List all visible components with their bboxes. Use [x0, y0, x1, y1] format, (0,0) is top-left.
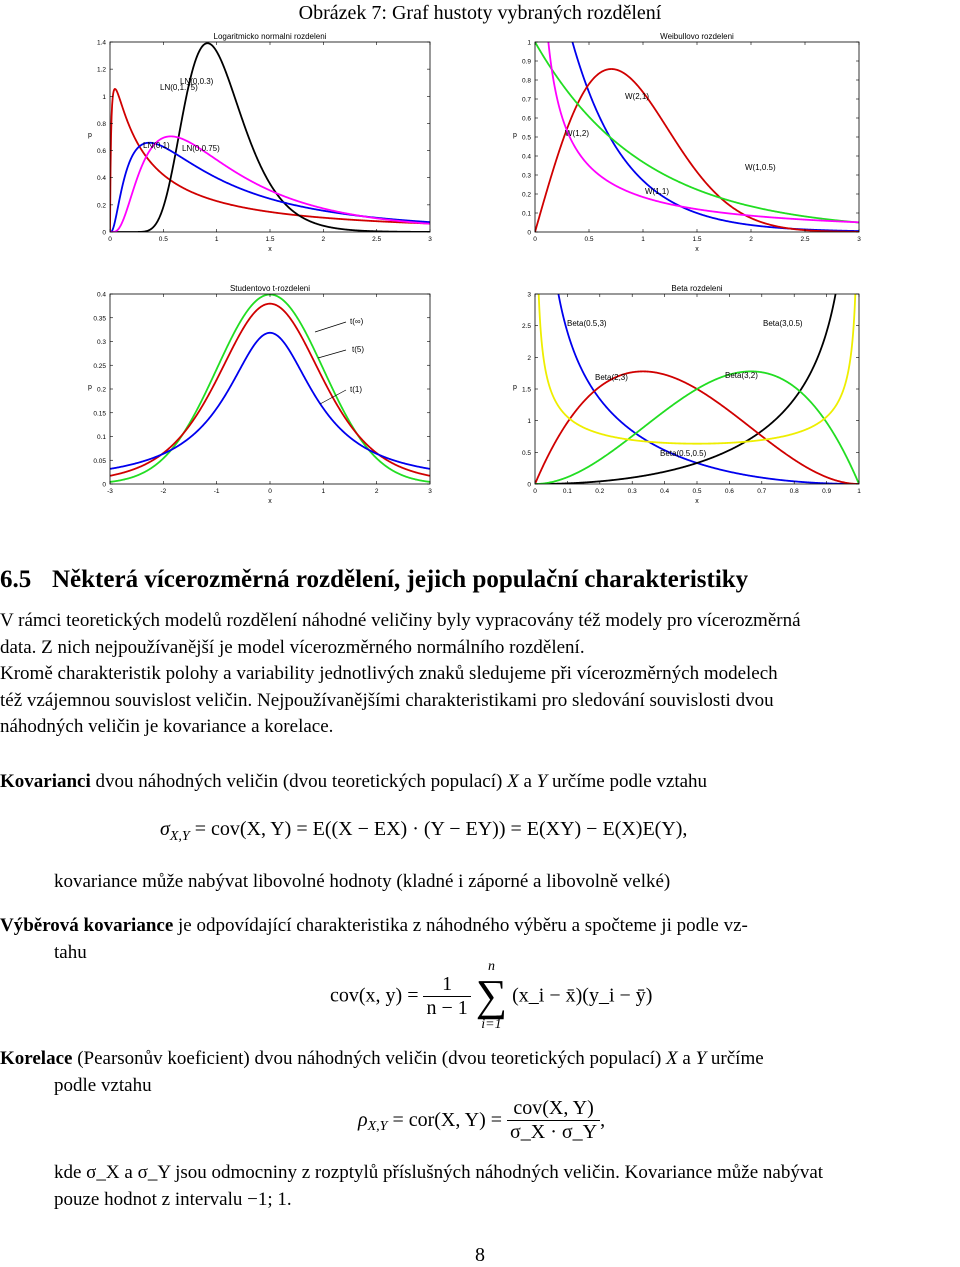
y-tick-label: 0.2: [96, 202, 106, 210]
sample-covariance-text: je odpovídající charakteristika z náhodného výběru a spočteme ji podle vz-: [178, 915, 748, 936]
x-tick-label: 0.2: [595, 488, 605, 495]
y-tick-label: 0.15: [93, 410, 106, 418]
intro-line: data. Z nich nejpoužívanější je model vícerozměrného normálního rozdělení.: [0, 636, 585, 658]
x-tick-label: 0: [268, 488, 272, 495]
covariance-note: kovariance může nabývat libovolné hodnoty (kladné i záporné a libovolně velké): [54, 871, 671, 892]
x-tick-label: 2: [321, 236, 326, 243]
series-label: t(1): [350, 385, 362, 394]
x-tick-label: 0.6: [724, 488, 734, 495]
y-tick-label: 0.3: [96, 339, 106, 346]
y-tick-label: 0.8: [96, 120, 106, 128]
intro-line: též vzájemnou souvislost veličin. Nejpoužívanějšími charakteristikami pro sledování souvislosti dvou: [0, 689, 774, 711]
x-tick-label: 3: [857, 236, 861, 243]
x-tick-label: -3: [107, 488, 113, 495]
y-axis-label: p: [513, 384, 517, 391]
beta-svg: [505, 282, 863, 524]
y-tick-label: 0.35: [93, 315, 106, 323]
x-tick-label: 0.1: [562, 488, 572, 495]
fraction-numerator: 1: [423, 973, 470, 997]
label-arrow: [315, 322, 346, 332]
y-axis-label: p: [88, 132, 92, 139]
x-tick-label: 1.5: [692, 236, 702, 243]
x-axis-label: x: [268, 246, 272, 253]
y-tick-label: 0.9: [521, 58, 531, 66]
y-tick-label: 0: [102, 481, 106, 489]
sample-covariance-text-cont: tahu: [54, 941, 87, 963]
fraction-denominator: n − 1: [426, 996, 468, 1019]
fraction-denominator: σ_X · σ_Y: [510, 1121, 598, 1143]
summation: [476, 960, 507, 1032]
series-label: W(1,2): [565, 129, 589, 138]
x-tick-label: 0.8: [789, 488, 799, 495]
y-tick-label: 0.1: [96, 434, 106, 441]
correlation-tail: určíme: [710, 1048, 764, 1069]
section-heading: [0, 566, 748, 594]
y-tick-label: 0.4: [521, 153, 531, 161]
sum-symbol: ∑: [475, 971, 508, 1020]
intro-line: Kromě charakteristik polohy a variability jednotlivých znaků sledujeme při vícerozměrných modelech: [0, 663, 778, 684]
y-tick-label: 0: [527, 481, 531, 489]
y-tick-label: 0.2: [521, 191, 531, 199]
chart-title: Beta rozdeleni: [671, 284, 723, 293]
y-tick-label: 1: [102, 93, 106, 101]
x-tick-label: 1.5: [265, 236, 275, 243]
correlation-note: [54, 1160, 960, 1213]
intro-paragraph: [0, 608, 960, 741]
x-tick-label: 0.5: [692, 488, 702, 495]
series-label: W(1,0.5): [745, 163, 776, 172]
chart-title: Weibullovo rozdeleni: [660, 32, 734, 41]
var-y: Y: [536, 771, 548, 792]
sample-covariance-term: Výběrová kovariance: [0, 915, 174, 936]
y-tick-label: 0.25: [93, 362, 106, 370]
var-x: X: [666, 1048, 678, 1069]
student-t-svg: [82, 282, 434, 524]
covariance-text: dvou náhodných veličin (dvou teoretických populací): [95, 771, 503, 792]
chart-title: Studentovo t-rozdeleni: [229, 284, 311, 293]
y-tick-label: 0.1: [521, 210, 531, 218]
y-tick-label: 3: [527, 291, 531, 299]
intro-line: V rámci teoretických modelů rozdělení náhodné veličiny byly vypracovány též modely pro vícerozměrná: [0, 610, 801, 631]
y-tick-label: 0.4: [96, 175, 106, 183]
lognormal-svg: [82, 30, 434, 272]
chart-title: Logaritmicko normalni rozdeleni: [213, 32, 327, 41]
y-tick-label: 0.8: [521, 77, 531, 85]
x-tick-label: -2: [160, 488, 167, 495]
sample-covariance-definition: [0, 913, 960, 966]
x-tick-label: 0: [108, 236, 112, 243]
sample-cov-rhs: (x_i − x̄)(y_i − ȳ): [512, 984, 653, 1007]
series-line: [535, 69, 859, 232]
rho-subscript: X,Y: [367, 1119, 388, 1135]
series-label: Beta(0.5,0.5): [660, 449, 707, 458]
x-tick-label: 2: [374, 488, 379, 495]
covariance-term: Kovarianci: [0, 771, 91, 792]
page-number: 8: [475, 1244, 485, 1266]
x-tick-label: 0: [533, 488, 537, 495]
y-tick-label: 0.6: [96, 148, 106, 156]
section-title: Některá vícerozměrná rozdělení, jejich populační charakteristiky: [52, 566, 749, 593]
y-tick-label: 1: [527, 39, 531, 47]
series-label: LN(0,0.3): [180, 77, 214, 86]
conj-a: a: [523, 771, 532, 792]
label-arrow: [318, 350, 346, 358]
fraction-numerator: cov(X, Y): [507, 1097, 600, 1121]
series-label: Beta(3,2): [725, 371, 758, 380]
rho-symbol: ρ: [358, 1109, 368, 1131]
y-tick-label: 0.5: [521, 449, 531, 457]
x-tick-label: 0: [533, 236, 537, 243]
formula-comma: ,: [600, 1109, 606, 1131]
weibull-chart: [505, 30, 863, 272]
series-line: [536, 237, 859, 484]
series-label: W(2,1): [625, 92, 649, 101]
series-line: [536, 237, 859, 484]
y-tick-label: 0.3: [521, 172, 531, 180]
y-tick-label: 2.5: [521, 323, 531, 331]
y-tick-label: 0.5: [521, 134, 531, 142]
sample-cov-fraction: [423, 973, 470, 1020]
covariance-definition: [0, 769, 960, 796]
x-tick-label: 3: [428, 488, 432, 495]
x-tick-label: -1: [213, 488, 220, 495]
x-tick-label: 0.7: [757, 488, 767, 495]
series-line: [110, 295, 430, 482]
plot-frame: [110, 42, 430, 232]
intro-line: náhodných veličin je kovariance a korelace.: [0, 716, 334, 737]
correlation-definition: [0, 1046, 960, 1099]
x-tick-label: 2.5: [372, 236, 382, 243]
series-label: t(5): [352, 345, 364, 354]
conj-a: a: [682, 1048, 691, 1069]
sample-covariance-formula: [330, 960, 652, 1032]
y-axis-label: p: [513, 132, 517, 139]
y-tick-label: 0.7: [521, 96, 531, 104]
y-tick-label: 1.5: [521, 386, 531, 394]
x-axis-label: x: [695, 498, 699, 505]
lognormal-chart: [82, 30, 434, 272]
y-tick-label: 0.4: [96, 291, 106, 299]
correlation-mid: = cor(X, Y) =: [392, 1109, 503, 1131]
correlation-formula: [358, 1097, 605, 1144]
y-tick-label: 0.6: [521, 115, 531, 123]
correlation-note-line: kde σ_X a σ_Y jsou odmocniny z rozptylů příslušných náhodných veličin. Kovariance může nabývat: [54, 1162, 824, 1183]
correlation-text: (Pearsonův koeficient) dvou náhodných veličin (dvou teoretických populací): [77, 1048, 662, 1069]
series-line: [110, 333, 430, 469]
beta-chart: [505, 282, 863, 524]
series-label: W(1,1): [645, 187, 669, 196]
sum-upper-limit: n: [487, 959, 495, 974]
correlation-text-cont: podle vztahu: [54, 1074, 152, 1096]
x-tick-label: 0.3: [627, 488, 637, 495]
y-axis-label: p: [88, 384, 92, 391]
x-tick-label: 3: [428, 236, 432, 243]
covariance-rhs: = cov(X, Y) = E((X − EX) · (Y − EY)) = E(XY) − E(X)E(Y),: [194, 818, 688, 840]
y-tick-label: 0: [102, 229, 106, 237]
y-tick-label: 2: [527, 354, 531, 362]
series-label: Beta(3,0.5): [763, 319, 803, 328]
weibull-svg: [505, 30, 863, 272]
x-tick-label: 1: [641, 236, 645, 243]
x-tick-label: 1: [321, 488, 326, 495]
x-tick-label: 1: [857, 488, 861, 495]
series-line: [110, 304, 430, 476]
correlation-note-line: pouze hodnot z intervalu −1; 1.: [54, 1188, 292, 1210]
correlation-term: Korelace: [0, 1048, 73, 1069]
y-tick-label: 1.4: [96, 39, 106, 47]
x-axis-label: x: [268, 498, 272, 505]
series-line: [110, 43, 430, 232]
x-axis-label: x: [695, 246, 699, 253]
series-label: Beta(0.5,3): [567, 319, 607, 328]
x-tick-label: 1: [214, 236, 219, 243]
series-label: LN(0,1): [143, 141, 170, 150]
x-tick-label: 0.4: [660, 488, 670, 495]
series-line: [110, 89, 430, 232]
y-tick-label: 1.2: [96, 66, 106, 74]
sum-lower-limit: i=1: [481, 1017, 502, 1032]
sample-cov-lhs: cov(x, y) =: [330, 984, 419, 1007]
covariance-formula: [160, 818, 687, 845]
x-tick-label: 2: [749, 236, 753, 243]
x-tick-label: 0.5: [158, 236, 168, 243]
var-y: Y: [695, 1048, 707, 1069]
figure-caption: Obrázek 7: Graf hustoty vybraných rozdělení: [298, 2, 662, 24]
series-label: t(∞): [350, 317, 364, 326]
label-arrow: [320, 390, 346, 404]
sigma-symbol: σ: [160, 818, 170, 840]
x-tick-label: 0.5: [584, 236, 594, 243]
covariance-tail: určíme podle vztahu: [551, 771, 708, 792]
sigma-subscript: X,Y: [169, 829, 190, 844]
series-label: Beta(2,3): [595, 373, 628, 382]
y-tick-label: 0: [527, 229, 531, 237]
x-tick-label: 0.9: [822, 488, 832, 495]
var-x: X: [507, 771, 519, 792]
section-number: 6.5: [0, 566, 32, 593]
correlation-fraction: [507, 1097, 600, 1144]
y-tick-label: 0.2: [96, 386, 106, 394]
student-t-chart: [82, 282, 434, 524]
series-label: LN(0,1.75): [160, 83, 198, 92]
y-tick-label: 0.05: [93, 457, 106, 465]
series-label: LN(0,0.75): [182, 144, 220, 153]
x-tick-label: 2.5: [800, 236, 810, 243]
y-tick-label: 1: [527, 418, 531, 426]
